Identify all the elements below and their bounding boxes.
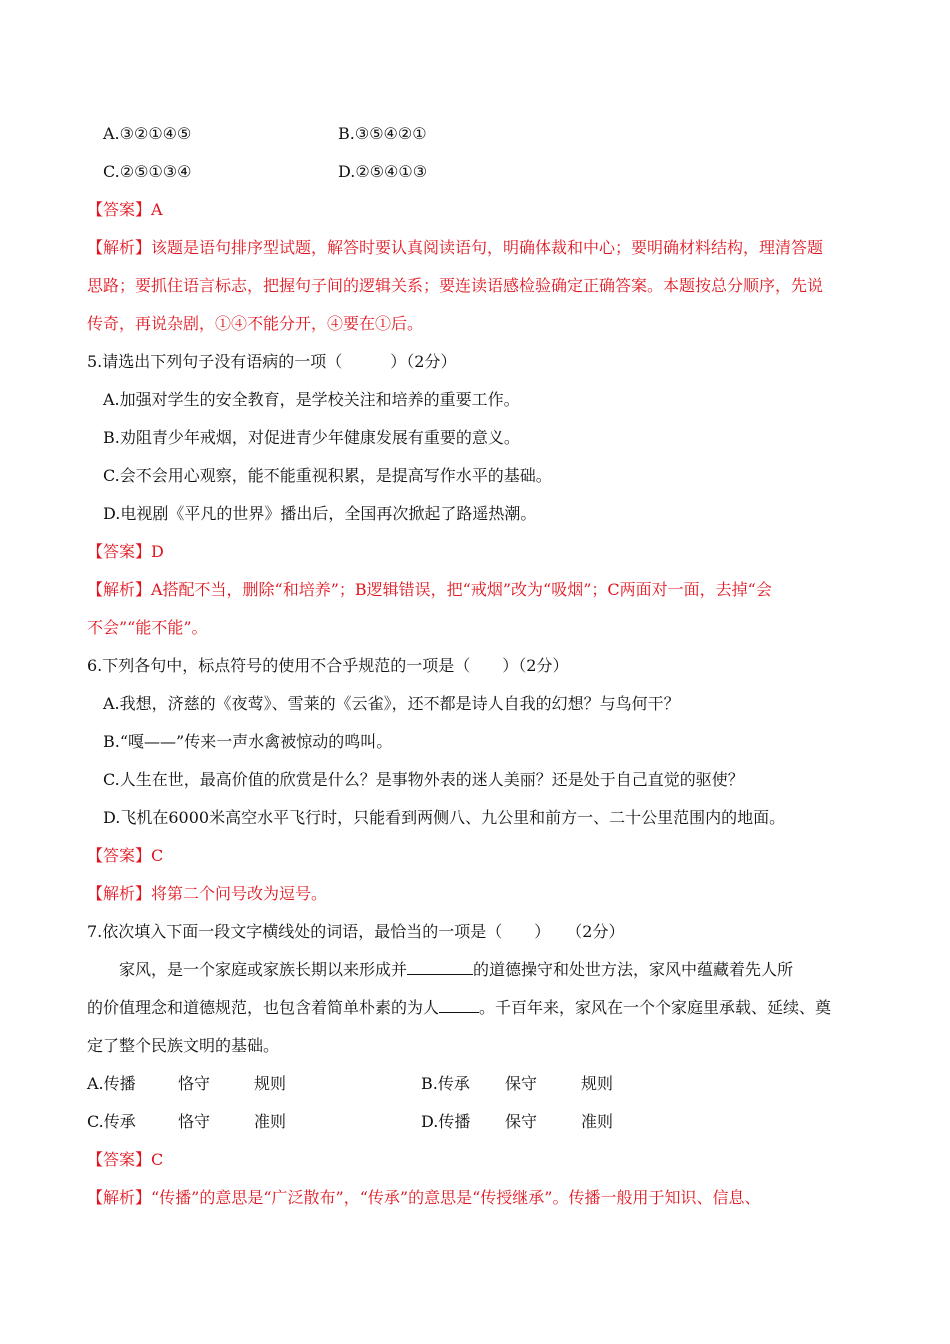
q6-answer: 【答案】C	[87, 846, 164, 865]
q7-passage-line-3: 定了整个民族文明的基础。	[87, 1036, 280, 1055]
q4-option-c: C.②⑤①③④	[103, 162, 192, 181]
q7-option-d-word-3: 准则	[581, 1112, 614, 1131]
q7-option-b-word-2: 保守	[505, 1074, 538, 1093]
q6-option-a: A.我想，济慈的《夜莺》、雪莱的《云雀》，还不都是诗人自我的幻想？与鸟何干？	[103, 694, 680, 713]
q6-question: 6.下列各句中，标点符号的使用不合乎规范的一项是（ ）（2分）	[87, 656, 569, 675]
q6-analysis: 【解析】将第二个问号改为逗号。	[87, 884, 328, 903]
q4-analysis-line-3: 传奇，再说杂剧，①④不能分开，④要在①后。	[87, 314, 424, 333]
q7-analysis: 【解析】“传播”的意思是“广泛散布”，“传承”的意思是“传授继承”。传播一般用于知识、信息、	[87, 1188, 761, 1207]
q4-option-a: A.③②①④⑤	[103, 124, 192, 143]
q4-option-b: B.③⑤④②①	[338, 124, 427, 143]
q6-option-c: C.人生在世，最高价值的欣赏是什么？是事物外表的迷人美丽？还是处于自己直觉的驱使？	[103, 770, 744, 789]
q5-analysis-line-2: 不会”“能不能”。	[87, 618, 208, 637]
q6-option-b: B.“嘎——”传来一声水禽被惊动的鸣叫。	[103, 732, 393, 751]
q4-option-d: D.②⑤④①③	[338, 162, 428, 181]
q7-option-d-word-1: D.传播	[421, 1112, 471, 1131]
q7-passage-2a: 的价值理念和道德规范，也包含着简单朴素的为人	[87, 998, 440, 1017]
q5-answer: 【答案】D	[87, 542, 164, 561]
fill-blank-2	[439, 998, 479, 1013]
q4-analysis-line-1: 【解析】该题是语句排序型试题，解答时要认真阅读语句，明确体裁和中心；要明确材料结构，理清答题	[87, 238, 824, 257]
q7-option-a-word-3: 规则	[254, 1074, 287, 1093]
q4-analysis-line-2: 思路；要抓住语言标志，把握句子间的逻辑关系；要连读语感检验确定正确答案。本题按总分顺序，先说	[87, 276, 824, 295]
q7-option-c-word-1: C.传承	[87, 1112, 136, 1131]
q7-option-a-word-1: A.传播	[87, 1074, 136, 1093]
q7-passage-2b: 。千百年来，家风在一个个家庭里承载、延续、奠	[479, 998, 832, 1017]
q7-option-b-word-3: 规则	[581, 1074, 614, 1093]
q7-option-c-word-2: 恪守	[178, 1112, 211, 1131]
q7-passage-line-1	[119, 960, 793, 980]
q5-question: 5.请选出下列句子没有语病的一项（ ）（2分）	[87, 352, 457, 371]
q7-option-b-word-1: B.传承	[421, 1074, 470, 1093]
q5-analysis-line-1: 【解析】A搭配不当，删除“和培养”；B逻辑错误，把“戒烟”改为“吸烟”；C两面对一面，去掉“会	[87, 580, 772, 599]
q7-question: 7.依次填入下面一段文字横线处的词语，最恰当的一项是（ ） （2分）	[87, 922, 625, 941]
q7-option-c-word-3: 准则	[254, 1112, 287, 1131]
fill-blank-1	[407, 960, 473, 975]
q7-option-d-word-2: 保守	[505, 1112, 538, 1131]
q7-option-a-word-2: 恪守	[178, 1074, 211, 1093]
q6-option-d: D.飞机在6000米高空水平飞行时，只能看到两侧八、九公里和前方一、二十公里范围内的地面。	[103, 808, 786, 827]
q5-option-a: A.加强对学生的安全教育，是学校关注和培养的重要工作。	[103, 390, 520, 409]
q5-option-b: B.劝阻青少年戒烟，对促进青少年健康发展有重要的意义。	[103, 428, 520, 447]
q7-passage-line-2	[87, 998, 831, 1018]
q7-passage-1a: 家风，是一个家庭或家族长期以来形成并	[119, 960, 408, 979]
q7-answer: 【答案】C	[87, 1150, 164, 1169]
q5-option-c: C.会不会用心观察，能不能重视积累，是提高写作水平的基础。	[103, 466, 552, 485]
q7-passage-1b: 的道德操守和处世方法，家风中蕴藏着先人所	[473, 960, 794, 979]
q4-answer: 【答案】A	[87, 200, 163, 219]
q5-option-d: D.电视剧《平凡的世界》播出后，全国再次掀起了路遥热潮。	[103, 504, 537, 523]
